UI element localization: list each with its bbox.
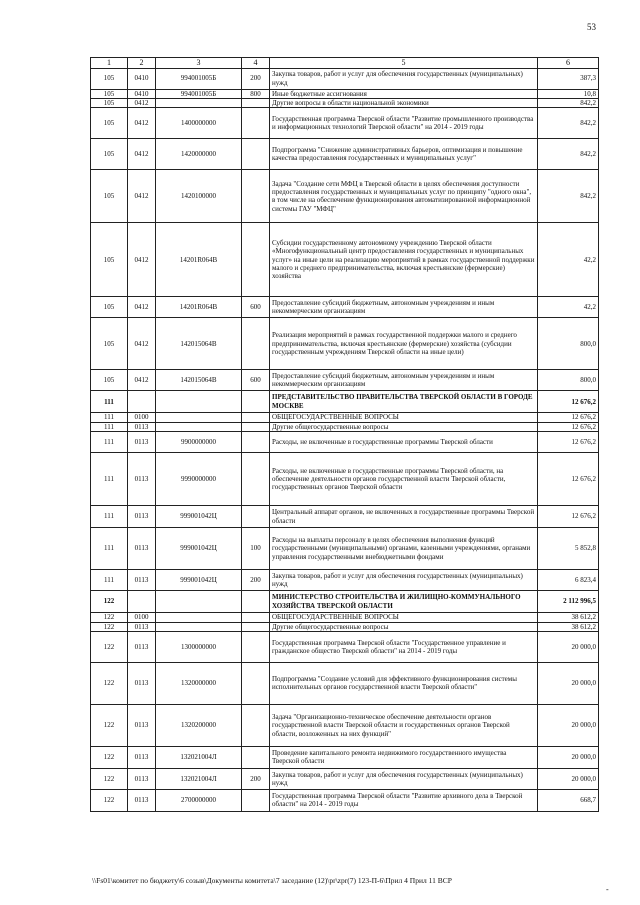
description-cell: Центральный аппарат органов, не включенных в государственные программы Тверской области: [270, 506, 538, 528]
amount-cell: 12 676,2: [538, 413, 599, 422]
section-code-cell: 0113: [128, 622, 156, 631]
file-path-footer: \\Fs01\комитет по бюджету\6 созыв\Документы комитета\7 заседание (12)\pr\zpr(7) 123-П-6\Прил 4 Прил 11 ВСР: [92, 876, 452, 885]
expense-type-cell: [242, 613, 270, 622]
admin-code-cell: 122: [91, 622, 128, 631]
amount-cell: 20 000,0: [538, 704, 599, 746]
section-code-cell: 0113: [128, 789, 156, 811]
expense-type-cell: 600: [242, 297, 270, 318]
admin-code-cell: 105: [91, 223, 128, 297]
target-article-cell: 999001042Ц: [156, 506, 242, 528]
admin-code-cell: 105: [91, 139, 128, 170]
description-cell: Другие общегосударственные вопросы: [270, 622, 538, 631]
expense-type-cell: 100: [242, 528, 270, 570]
target-article-cell: 9990000000: [156, 453, 242, 506]
target-article-cell: 999001042Ц: [156, 570, 242, 591]
column-header: 3: [156, 58, 242, 69]
admin-code-cell: 122: [91, 768, 128, 789]
column-header: 1: [91, 58, 128, 69]
table-row: [91, 528, 599, 570]
table-row: [91, 570, 599, 591]
admin-code-cell: 111: [91, 506, 128, 528]
table-row: [91, 139, 599, 170]
admin-code-cell: 111: [91, 570, 128, 591]
table-row: [91, 591, 599, 613]
admin-code-cell: 122: [91, 746, 128, 768]
expense-type-cell: 200: [242, 768, 270, 789]
amount-cell: 20 000,0: [538, 746, 599, 768]
expense-type-cell: [242, 98, 270, 107]
section-code-cell: 0412: [128, 297, 156, 318]
admin-code-cell: 122: [91, 613, 128, 622]
admin-code-cell: 111: [91, 422, 128, 431]
amount-cell: 12 676,2: [538, 432, 599, 453]
description-cell: Расходы на выплаты персоналу в целях обеспечения выполнения функций государственными (муниципальными) органами, казенными учреждениями, органами управления государственными внебюджетными фондами: [270, 528, 538, 570]
description-cell: Закупка товаров, работ и услуг для обеспечения государственных (муниципальных) нужд: [270, 68, 538, 89]
description-cell: Иные бюджетные ассигнования: [270, 89, 538, 98]
section-code-cell: 0113: [128, 422, 156, 431]
expense-type-cell: [242, 318, 270, 370]
expense-type-cell: 200: [242, 570, 270, 591]
section-code-cell: 0412: [128, 108, 156, 139]
description-cell: Расходы, не включенные в государственные программы Тверской области, на обеспечение деятельности органов государственной власти Тверской области, государственных органов Тверской области: [270, 453, 538, 506]
expense-type-cell: [242, 108, 270, 139]
column-header: 2: [128, 58, 156, 69]
description-cell: МИНИСТЕРСТВО СТРОИТЕЛЬСТВА И ЖИЛИЩНО-КОММУНАЛЬНОГО ХОЗЯЙСТВА ТВЕРСКОЙ ОБЛАСТИ: [270, 591, 538, 613]
admin-code-cell: 111: [91, 391, 128, 413]
table-header-row: [91, 58, 599, 69]
description-cell: Подпрограмма "Снижение административных барьеров, оптимизация и повышение качества предоставления государственных и муниципальных услуг": [270, 139, 538, 170]
description-cell: Другие вопросы в области национальной экономики: [270, 98, 538, 107]
table-row: [91, 108, 599, 139]
table-row: [91, 370, 599, 391]
table-row: [91, 391, 599, 413]
expense-type-cell: [242, 662, 270, 704]
target-article-cell: [156, 591, 242, 613]
table-row: [91, 170, 599, 223]
amount-cell: 12 676,2: [538, 453, 599, 506]
expense-type-cell: [242, 746, 270, 768]
amount-cell: 12 676,2: [538, 422, 599, 431]
amount-cell: 12 676,2: [538, 506, 599, 528]
target-article-cell: 14201R064В: [156, 223, 242, 297]
description-cell: Задача "Организационно-техническое обеспечение деятельности органов государственной власти Тверской области и государственных органов Тверской области, возложенных на них функций": [270, 704, 538, 746]
table-row: [91, 223, 599, 297]
table-row: [91, 662, 599, 704]
admin-code-cell: 105: [91, 297, 128, 318]
table-row: [91, 413, 599, 422]
target-article-cell: 132021004Л: [156, 746, 242, 768]
expense-type-cell: [242, 506, 270, 528]
amount-cell: 10,8: [538, 89, 599, 98]
section-code-cell: 0410: [128, 68, 156, 89]
target-article-cell: [156, 422, 242, 431]
section-code-cell: 0412: [128, 170, 156, 223]
table-row: [91, 453, 599, 506]
section-code-cell: 0412: [128, 139, 156, 170]
expense-type-cell: [242, 591, 270, 613]
table-row: [91, 613, 599, 622]
admin-code-cell: 122: [91, 631, 128, 662]
section-code-cell: 0412: [128, 223, 156, 297]
section-code-cell: [128, 391, 156, 413]
amount-cell: 20 000,0: [538, 631, 599, 662]
amount-cell: 842,2: [538, 98, 599, 107]
table-row: [91, 297, 599, 318]
section-code-cell: 0113: [128, 768, 156, 789]
description-cell: Другие общегосударственные вопросы: [270, 422, 538, 431]
description-cell: Предоставление субсидий бюджетным, автономным учреждениям и иным некоммерческим организациям: [270, 370, 538, 391]
table-row: [91, 768, 599, 789]
admin-code-cell: 105: [91, 170, 128, 223]
amount-cell: 5 852,8: [538, 528, 599, 570]
amount-cell: 800,0: [538, 318, 599, 370]
section-code-cell: 0113: [128, 528, 156, 570]
admin-code-cell: 111: [91, 528, 128, 570]
section-code-cell: 0113: [128, 453, 156, 506]
section-code-cell: 0410: [128, 89, 156, 98]
expense-type-cell: 200: [242, 68, 270, 89]
amount-cell: 42,2: [538, 223, 599, 297]
amount-cell: 38 612,2: [538, 613, 599, 622]
table-row: [91, 89, 599, 98]
target-article-cell: 9900000000: [156, 432, 242, 453]
amount-cell: 842,2: [538, 139, 599, 170]
description-cell: Государственная программа Тверской области "Государственное управление и гражданское общество Тверской области" на 2014 - 2019 годы: [270, 631, 538, 662]
section-code-cell: 0412: [128, 370, 156, 391]
target-article-cell: 14201R064В: [156, 297, 242, 318]
table-row: [91, 422, 599, 431]
section-code-cell: 0113: [128, 506, 156, 528]
amount-cell: 800,0: [538, 370, 599, 391]
admin-code-cell: 105: [91, 108, 128, 139]
table-row: [91, 704, 599, 746]
target-article-cell: [156, 98, 242, 107]
amount-cell: 42,2: [538, 297, 599, 318]
table-row: [91, 506, 599, 528]
section-code-cell: 0113: [128, 746, 156, 768]
admin-code-cell: 105: [91, 98, 128, 107]
target-article-cell: 2700000000: [156, 789, 242, 811]
target-article-cell: 994001005Б: [156, 89, 242, 98]
budget-table: [90, 57, 599, 812]
table-row: [91, 98, 599, 107]
description-cell: ОБЩЕГОСУДАРСТВЕННЫЕ ВОПРОСЫ: [270, 613, 538, 622]
admin-code-cell: 122: [91, 704, 128, 746]
description-cell: Расходы, не включенные в государственные программы Тверской области: [270, 432, 538, 453]
expense-type-cell: [242, 139, 270, 170]
expense-type-cell: [242, 622, 270, 631]
section-code-cell: 0113: [128, 570, 156, 591]
description-cell: ОБЩЕГОСУДАРСТВЕННЫЕ ВОПРОСЫ: [270, 413, 538, 422]
amount-cell: 842,2: [538, 170, 599, 223]
target-article-cell: [156, 413, 242, 422]
column-header: 6: [538, 58, 599, 69]
description-cell: Субсидии государственному автономному учреждению Тверской области «Многофункциональный центр предоставления государственных и муниципальных услуг» на иные цели на реализацию мероприятий в рамках государственной поддержки малого и среднего предпринимательства, включая крестьянские (фермерские) хозяйства: [270, 223, 538, 297]
target-article-cell: 1320200000: [156, 704, 242, 746]
expense-type-cell: [242, 223, 270, 297]
admin-code-cell: 105: [91, 370, 128, 391]
amount-cell: 387,3: [538, 68, 599, 89]
section-code-cell: 0113: [128, 704, 156, 746]
target-article-cell: [156, 613, 242, 622]
description-cell: ПРЕДСТАВИТЕЛЬСТВО ПРАВИТЕЛЬСТВА ТВЕРСКОЙ ОБЛАСТИ В ГОРОДЕ МОСКВЕ: [270, 391, 538, 413]
target-article-cell: 1420000000: [156, 139, 242, 170]
target-article-cell: 994001005Б: [156, 68, 242, 89]
expense-type-cell: [242, 422, 270, 431]
expense-type-cell: [242, 631, 270, 662]
description-cell: Реализация мероприятий в рамках государственной поддержки малого и среднего предпринимательства, включая крестьянские (фермерские) хозяйства (субсидии государственным учреждениям Тверской области на иные цели): [270, 318, 538, 370]
expense-type-cell: 800: [242, 89, 270, 98]
corner-mark: -: [606, 885, 609, 894]
admin-code-cell: 122: [91, 662, 128, 704]
amount-cell: 842,2: [538, 108, 599, 139]
description-cell: Закупка товаров, работ и услуг для обеспечения государственных (муниципальных) нужд: [270, 570, 538, 591]
admin-code-cell: 111: [91, 453, 128, 506]
description-cell: Государственная программа Тверской области "Развитие промышленного производства и информационных технологий Тверской области" на 2014 - 2019 годы: [270, 108, 538, 139]
admin-code-cell: 111: [91, 413, 128, 422]
admin-code-cell: 105: [91, 318, 128, 370]
amount-cell: 668,7: [538, 789, 599, 811]
description-cell: Предоставление субсидий бюджетным, автономным учреждениям и иным некоммерческим организациям: [270, 297, 538, 318]
target-article-cell: [156, 391, 242, 413]
amount-cell: 6 823,4: [538, 570, 599, 591]
column-header: 5: [270, 58, 538, 69]
admin-code-cell: 111: [91, 432, 128, 453]
expense-type-cell: [242, 432, 270, 453]
admin-code-cell: 105: [91, 68, 128, 89]
expense-type-cell: 600: [242, 370, 270, 391]
target-article-cell: 1420100000: [156, 170, 242, 223]
amount-cell: 38 612,2: [538, 622, 599, 631]
expense-type-cell: [242, 453, 270, 506]
table-row: [91, 432, 599, 453]
table-row: [91, 68, 599, 89]
admin-code-cell: 105: [91, 89, 128, 98]
section-code-cell: 0100: [128, 413, 156, 422]
table-row: [91, 746, 599, 768]
admin-code-cell: 122: [91, 789, 128, 811]
target-article-cell: 999001042Ц: [156, 528, 242, 570]
admin-code-cell: 122: [91, 591, 128, 613]
amount-cell: 20 000,0: [538, 768, 599, 789]
expense-type-cell: [242, 704, 270, 746]
target-article-cell: 132021004Л: [156, 768, 242, 789]
page-number: 53: [587, 22, 596, 32]
table-row: [91, 789, 599, 811]
expense-type-cell: [242, 413, 270, 422]
section-code-cell: 0412: [128, 98, 156, 107]
section-code-cell: 0113: [128, 432, 156, 453]
section-code-cell: 0113: [128, 662, 156, 704]
description-cell: Государственная программа Тверской области "Развитие архивного дела в Тверской области" на 2014 - 2019 годы: [270, 789, 538, 811]
section-code-cell: [128, 591, 156, 613]
expense-type-cell: [242, 170, 270, 223]
amount-cell: 20 000,0: [538, 662, 599, 704]
section-code-cell: 0113: [128, 631, 156, 662]
column-header: 4: [242, 58, 270, 69]
description-cell: Подпрограмма "Создание условий для эффективного функционирования системы исполнительных органов государственной власти Тверской области": [270, 662, 538, 704]
amount-cell: 2 112 996,5: [538, 591, 599, 613]
expense-type-cell: [242, 391, 270, 413]
target-article-cell: 1320000000: [156, 662, 242, 704]
description-cell: Проведение капитального ремонта недвижимого государственного имущества Тверской области: [270, 746, 538, 768]
section-code-cell: 0412: [128, 318, 156, 370]
target-article-cell: 1300000000: [156, 631, 242, 662]
table-row: [91, 622, 599, 631]
section-code-cell: 0100: [128, 613, 156, 622]
description-cell: Задача "Создание сети МФЦ в Тверской области в целях обеспечения доступности предоставления государственных и муниципальных услуг по принципу "одного окна", в том числе на обеспечение функционирования автоматизированной информационной системы ГАУ "МФЦ": [270, 170, 538, 223]
amount-cell: 12 676,2: [538, 391, 599, 413]
target-article-cell: 142015064В: [156, 370, 242, 391]
target-article-cell: [156, 622, 242, 631]
target-article-cell: 142015064В: [156, 318, 242, 370]
target-article-cell: 1400000000: [156, 108, 242, 139]
table-row: [91, 631, 599, 662]
table-row: [91, 318, 599, 370]
expense-type-cell: [242, 789, 270, 811]
description-cell: Закупка товаров, работ и услуг для обеспечения государственных (муниципальных) нужд: [270, 768, 538, 789]
